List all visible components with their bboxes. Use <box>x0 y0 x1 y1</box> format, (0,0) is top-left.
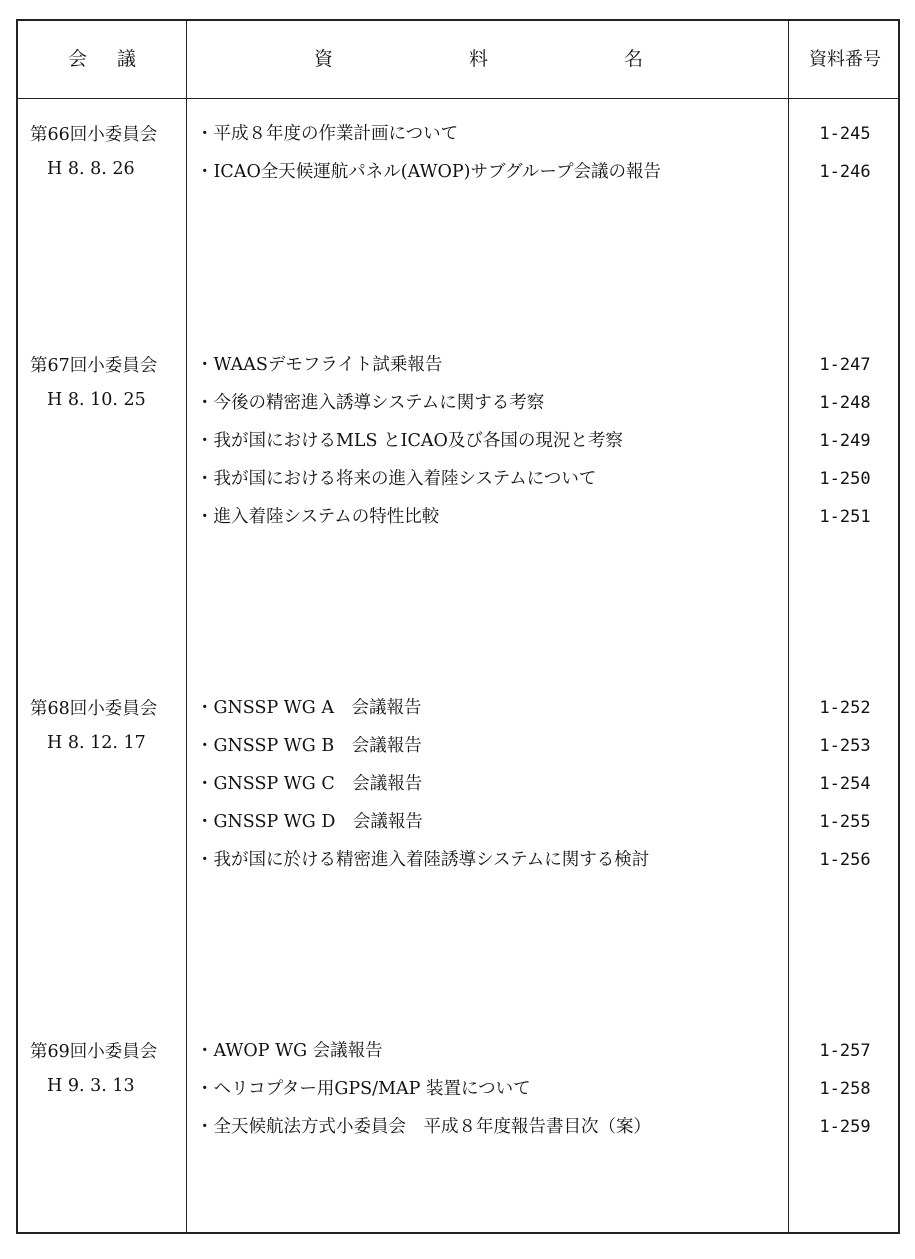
document-number-list <box>788 121 902 197</box>
document-number: 1-256 <box>819 850 871 870</box>
document-name: ・我が国に於ける精密進入着陸誘導システムに関する検討 <box>196 850 650 870</box>
document-number-list <box>788 695 902 885</box>
document-list <box>196 121 796 197</box>
document-name: ・ヘリコプター用GPS/MAP 装置について <box>196 1079 531 1099</box>
document-name: ・進入着陸システムの特性比較 <box>196 507 440 527</box>
document-number: 1-253 <box>819 736 871 756</box>
document-list <box>196 695 796 885</box>
document-list <box>196 352 796 542</box>
document-number-list <box>788 352 902 542</box>
document-list <box>196 1038 796 1152</box>
column-divider-left <box>186 21 187 1232</box>
document-name: ・WAASデモフライト試乗報告 <box>196 355 443 375</box>
document-name: ・今後の精密進入誘導システムに関する考察 <box>196 393 545 413</box>
document-number: 1-249 <box>819 431 871 451</box>
document-number: 1-246 <box>819 162 871 182</box>
document-name: ・AWOP WG 会議報告 <box>196 1041 383 1061</box>
header-meeting: 会議 <box>67 48 166 70</box>
document-name: ・我が国における将来の進入着陸システムについて <box>196 469 597 489</box>
document-number: 1-258 <box>819 1079 871 1099</box>
meeting-date: H 9. 3. 13 <box>47 1076 135 1096</box>
document-number: 1-248 <box>819 393 871 413</box>
header-document-name <box>186 21 788 98</box>
document-number: 1-259 <box>819 1117 871 1137</box>
document-number: 1-257 <box>819 1041 871 1061</box>
document-name: ・GNSSP WG D 会議報告 <box>196 812 423 832</box>
header-name-char-2: 料 <box>469 48 489 70</box>
materials-table <box>16 19 900 1234</box>
document-name: ・平成８年度の作業計画について <box>196 124 459 144</box>
document-name: ・我が国におけるMLS とICAO及び各国の現況と考察 <box>196 431 623 451</box>
meeting-title: 第66回小委員会 <box>30 125 158 145</box>
meeting-title: 第67回小委員会 <box>30 356 158 376</box>
document-number: 1-252 <box>819 698 871 718</box>
document-number: 1-254 <box>819 774 871 794</box>
meeting-date: H 8. 8. 26 <box>47 159 135 179</box>
header-divider <box>18 98 898 99</box>
meeting-date: H 8. 10. 25 <box>47 390 146 410</box>
document-name: ・GNSSP WG B 会議報告 <box>196 736 422 756</box>
document-name: ・GNSSP WG A 会議報告 <box>196 698 422 718</box>
document-name: ・GNSSP WG C 会議報告 <box>196 774 423 794</box>
document-number: 1-255 <box>819 812 871 832</box>
document-number: 1-250 <box>819 469 871 489</box>
header-name-char-3: 名 <box>624 48 644 70</box>
document-number: 1-247 <box>819 355 871 375</box>
header-document-number: 資料番号 <box>809 49 881 70</box>
document-name: ・ICAO全天候運航パネル(AWOP)サブグループ会議の報告 <box>196 162 662 182</box>
header-name-char-1: 資 <box>314 48 334 70</box>
document-name: ・全天候航法方式小委員会 平成８年度報告書目次（案） <box>196 1117 651 1137</box>
meeting-date: H 8. 12. 17 <box>47 733 146 753</box>
document-number: 1-251 <box>819 507 871 527</box>
meeting-title: 第68回小委員会 <box>30 699 158 719</box>
document-number-list <box>788 1038 902 1152</box>
meeting-title: 第69回小委員会 <box>30 1042 158 1062</box>
document-number: 1-245 <box>819 124 871 144</box>
